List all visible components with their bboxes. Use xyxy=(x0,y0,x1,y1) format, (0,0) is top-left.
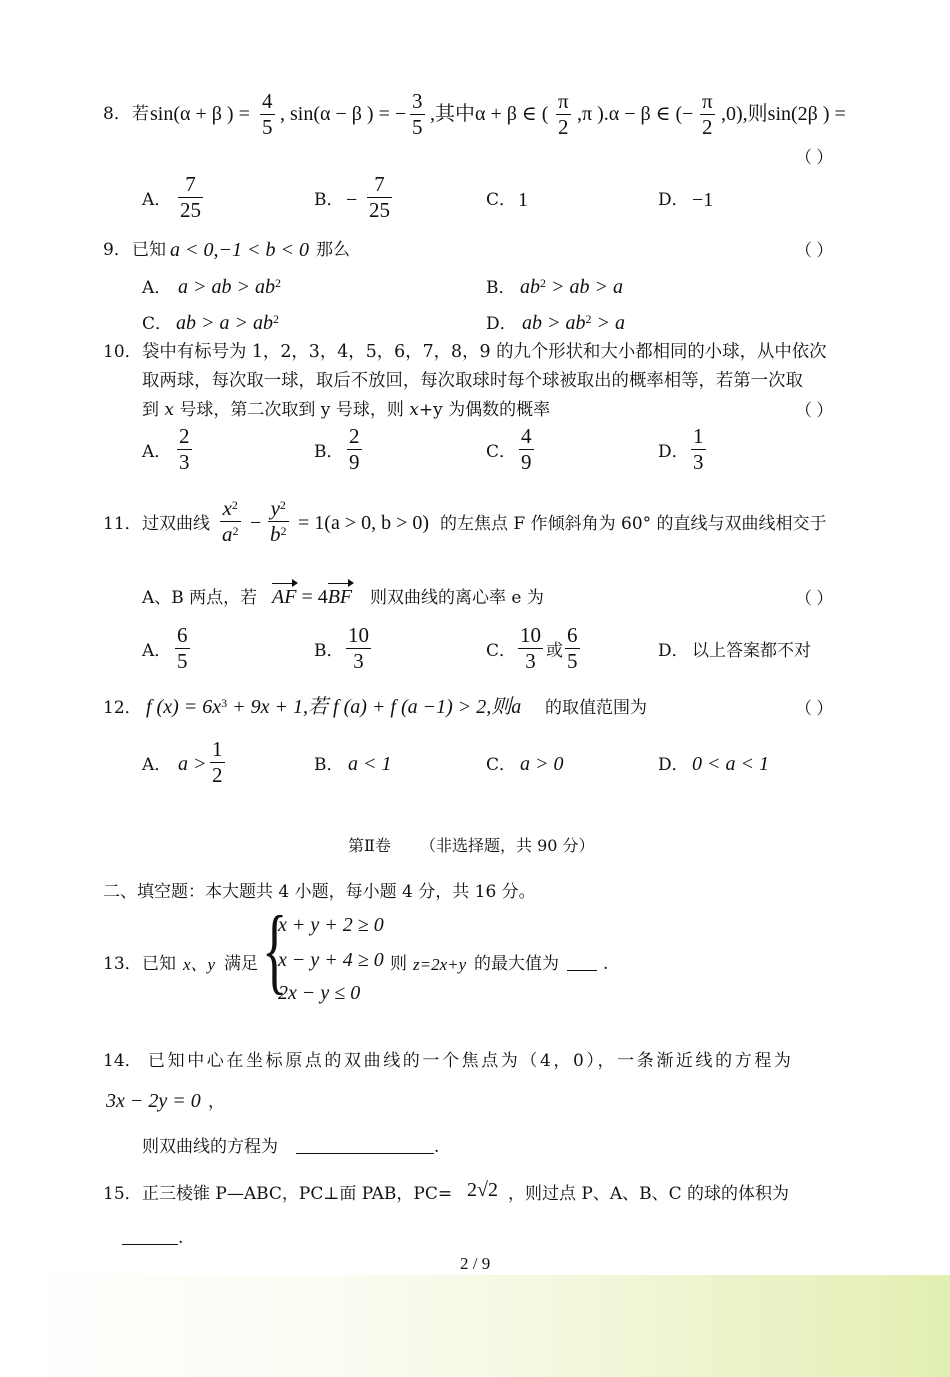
question-number: 10． xyxy=(103,342,142,362)
math-expression: ,其中α + β ∈ ( xyxy=(430,103,549,125)
option-label: B． xyxy=(314,755,344,775)
math-expression: = 1(a > 0, b > 0) xyxy=(298,512,430,534)
option-d-value: ab > $ab^2 > a$ xyxy=(522,312,625,334)
option-a-fraction: 6 5 xyxy=(177,623,188,673)
option-a-value: a > xyxy=(178,753,207,775)
section-subtitle: （非选择题，共 90 分） xyxy=(420,836,595,855)
question-number: 11． xyxy=(103,514,142,534)
question-text: A、B 两点，若 xyxy=(142,588,258,608)
inequality-3: 2x − y ≤ 0 xyxy=(278,982,361,1004)
math-expression: ,π ).α − β ∈ (− xyxy=(577,103,694,125)
section-title: 第Ⅱ卷 xyxy=(348,836,391,855)
question-number: 9． xyxy=(103,240,131,260)
answer-blank: . xyxy=(122,1230,183,1247)
option-a-value: a > ab > $ab^2$ xyxy=(178,276,281,298)
page-footer-gradient xyxy=(0,1275,950,1377)
option-b-fraction: 7 25 xyxy=(369,172,390,222)
question-text: 则 xyxy=(390,954,407,974)
question-number: 13． xyxy=(103,954,142,974)
option-label: C． xyxy=(142,314,173,334)
question-text-line: 取两球，每次取一球，取后不放回，每次取球时每个球被取出的概率相等，若第一次取 xyxy=(142,371,803,391)
question-text: 则双曲线的离心率 e 为 xyxy=(370,588,544,608)
option-label: C． xyxy=(486,641,517,661)
question-text: ，则过点 P、A、B、C 的球的体积为 xyxy=(508,1184,790,1204)
question-number: 15． xyxy=(103,1184,142,1204)
answer-bracket: （ ） xyxy=(795,241,834,260)
fraction-y2-b2: $y^2$ $b^2$ xyxy=(270,496,287,546)
option-a-fraction: 2 3 xyxy=(179,424,190,474)
inequality-1: x + y + 2 ≥ 0 xyxy=(278,914,384,936)
inequality-2: x − y + 4 ≥ 0 xyxy=(278,949,384,971)
comma: ， xyxy=(208,1092,225,1112)
question-text: 若 xyxy=(132,104,149,124)
option-d-value: 以上答案都不对 xyxy=(692,641,811,661)
option-label: B． xyxy=(314,190,344,210)
math-expression: , sin(α − β ) = − xyxy=(280,103,407,125)
question-text-line: 袋中有标号为 1，2，3，4，5，6，7，8，9 的九个形状和大小都相同的小球，从中依次 xyxy=(142,342,827,362)
option-c-value: ab > $a > ab^2$ xyxy=(176,312,279,334)
part-heading: 二、填空题：本大题共 4 小题，每小题 4 分，共 16 分。 xyxy=(103,882,536,902)
asymptote-equation: 3x − 2y = 0 xyxy=(106,1090,201,1112)
option-label: B． xyxy=(314,442,344,462)
option-label: A． xyxy=(142,442,172,462)
answer-bracket: （ ） xyxy=(795,589,834,608)
option-c-value: 1 xyxy=(518,189,528,211)
pc-length: 2√2 xyxy=(467,1179,498,1201)
answer-blank: . xyxy=(296,1139,439,1156)
question-text: 的最大值为 xyxy=(474,954,559,974)
answer-blank: . xyxy=(567,956,608,973)
question-text: 正三棱锥 P—ABC，PC⊥面 PAB，PC= xyxy=(142,1184,453,1204)
option-label: C． xyxy=(486,755,517,775)
option-c-value: a > 0 xyxy=(520,753,564,775)
option-a-fraction: 7 25 xyxy=(180,172,201,222)
question-text-line: 已知中心在坐标原点的双曲线的一个焦点为（4，0），一条渐近线的方程为 xyxy=(148,1051,794,1071)
option-label: A． xyxy=(142,278,172,298)
answer-bracket: （ ） xyxy=(795,148,834,167)
option-b-fraction: 2 9 xyxy=(349,424,360,474)
math-expression: a < 0,−1 < b < 0 xyxy=(170,239,309,261)
question-text: 满足 xyxy=(224,954,258,974)
option-label: B． xyxy=(486,278,516,298)
option-label: D． xyxy=(658,442,689,462)
fraction: π 2 xyxy=(558,89,569,139)
question-text: 过双曲线 xyxy=(142,514,210,534)
option-d-value: −1 xyxy=(692,189,714,211)
option-label: A． xyxy=(142,755,172,775)
question-number: 8． xyxy=(103,104,131,124)
question-text: 已知 xyxy=(142,954,176,974)
option-d-value: 0 < a < 1 xyxy=(692,753,769,775)
minus-sign: − xyxy=(346,189,358,211)
option-label: D． xyxy=(658,641,689,661)
option-label: D． xyxy=(658,190,689,210)
answer-bracket: （ ） xyxy=(795,699,834,718)
variables: x、y xyxy=(183,955,216,974)
fraction: 4 5 xyxy=(262,89,273,139)
option-b-fraction: 10 3 xyxy=(348,623,369,673)
vector-equation: AF = 4BF xyxy=(272,586,353,608)
page-number: 2 / 9 xyxy=(460,1254,491,1273)
math-expression: ,0),则sin(2β ) = xyxy=(721,103,846,125)
option-label: D． xyxy=(658,755,689,775)
fraction: π 2 xyxy=(702,89,713,139)
option-b-value: a < 1 xyxy=(348,753,392,775)
fraction-x2-a2: $x^2$ $a^2$ xyxy=(222,496,239,546)
option-label: D． xyxy=(486,314,517,334)
math-expression: f $(x) = 6x^3 + 9x + 1$,若 f (a) + f (a −1) > 2,则a xyxy=(146,696,522,718)
option-c-fraction-1: 10 3 xyxy=(520,623,541,673)
option-label: C． xyxy=(486,442,517,462)
option-label: C． xyxy=(486,190,517,210)
option-label: A． xyxy=(142,190,172,210)
option-a-fraction: 1 2 xyxy=(212,737,223,787)
question-text: 则双曲线的方程为 xyxy=(142,1137,278,1157)
option-label: B． xyxy=(314,641,344,661)
option-c-fraction: 4 9 xyxy=(521,424,532,474)
minus-sign: − xyxy=(250,512,262,534)
question-text: 那么 xyxy=(316,240,350,260)
option-d-fraction: 1 3 xyxy=(693,424,704,474)
fraction: 3 5 xyxy=(412,89,423,139)
or-word: 或 xyxy=(546,641,563,661)
question-number: 14． xyxy=(103,1051,142,1071)
objective-expression: z=2x+y xyxy=(413,955,467,974)
question-text: 的左焦点 F 作倾斜角为 60° 的直线与双曲线相交于 xyxy=(440,514,827,534)
question-text-line: 到 x 号球，第二次取到 y 号球，则 x+y 为偶数的概率 xyxy=(142,400,551,420)
question-text: 已知 xyxy=(132,240,166,260)
answer-bracket: （ ） xyxy=(795,401,834,420)
option-label: A． xyxy=(142,641,172,661)
left-brace: { xyxy=(262,896,288,1003)
question-text: 的取值范围为 xyxy=(545,698,647,718)
option-c-fraction-2: 6 5 xyxy=(567,623,578,673)
question-number: 12． xyxy=(103,698,142,718)
option-b-value: $ab^2$ > ab > a xyxy=(520,276,623,298)
math-expression: sin(α + β ) = xyxy=(150,103,250,125)
